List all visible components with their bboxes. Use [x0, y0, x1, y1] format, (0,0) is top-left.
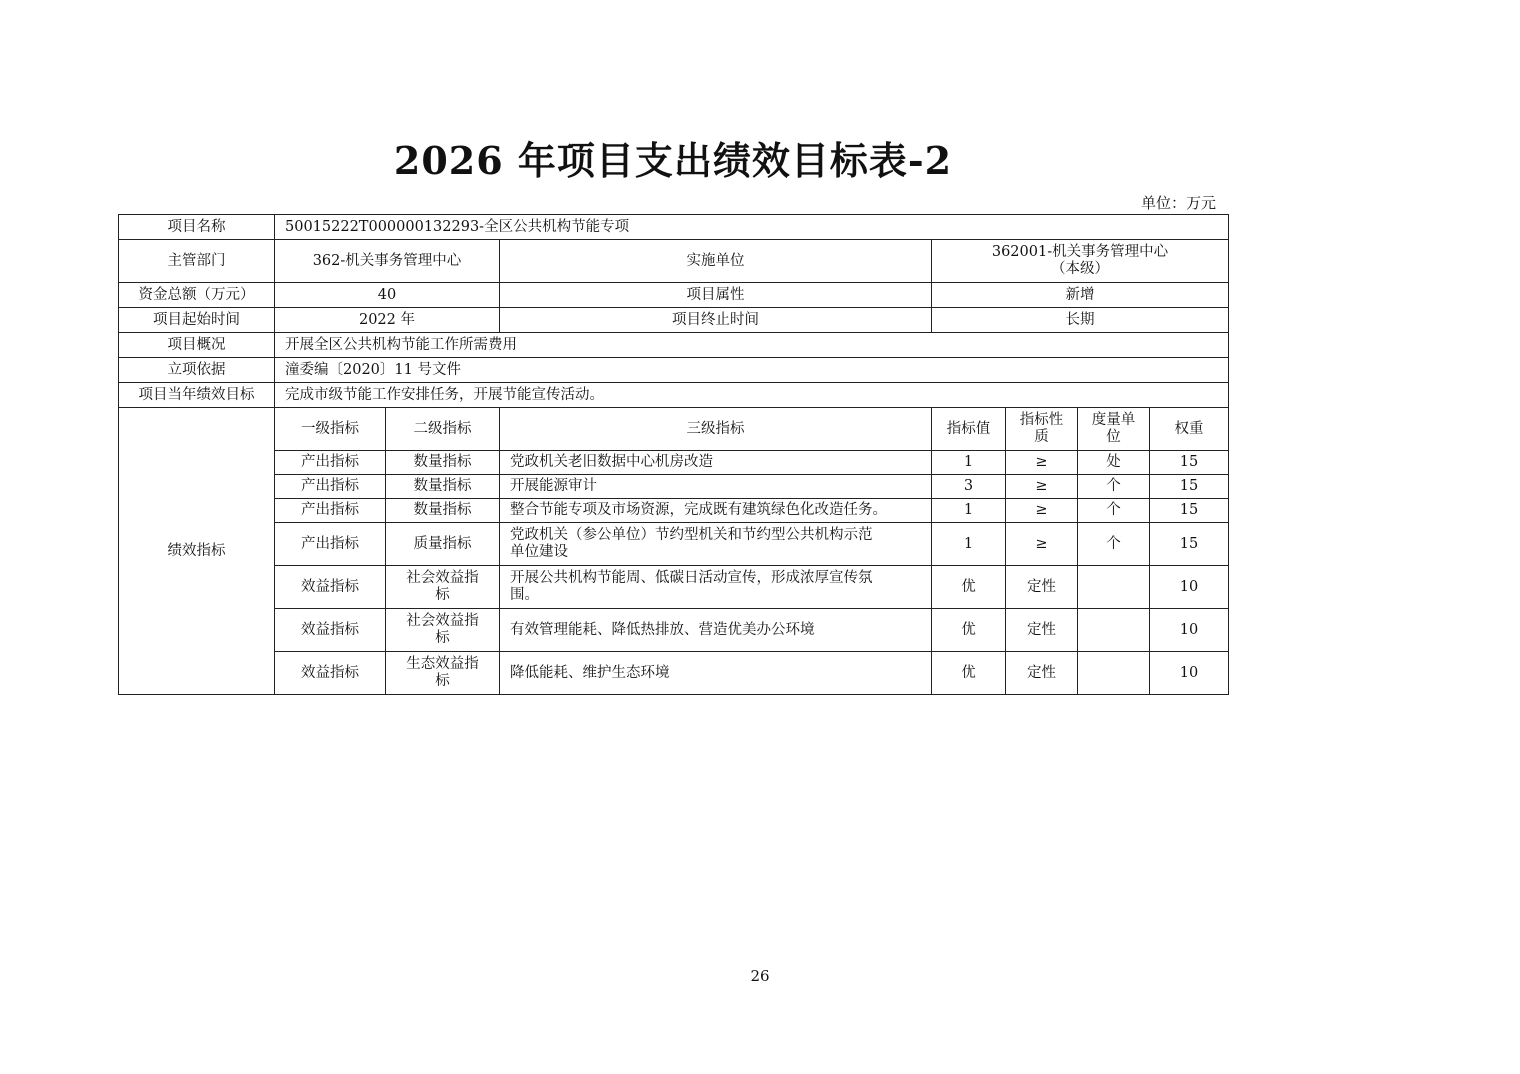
- row-funds: [119, 283, 1229, 308]
- weight-cell: 15: [1150, 475, 1229, 499]
- attr-label: 项目属性: [500, 283, 932, 308]
- header-nature: [1006, 408, 1078, 451]
- level3-cell: [500, 566, 932, 609]
- row-basis: [119, 358, 1229, 383]
- header-unit: [1078, 408, 1150, 451]
- table-row: [119, 499, 1229, 523]
- level3-line2: 单位建设: [510, 544, 568, 560]
- level2-cell: [386, 609, 500, 652]
- table-row: [119, 475, 1229, 499]
- indicator-header-row: [119, 408, 1229, 451]
- value-cell: 1: [932, 451, 1006, 475]
- weight-cell: 15: [1150, 499, 1229, 523]
- level2-line1: 社会效益指: [406, 613, 479, 629]
- level1-cell: 产出指标: [275, 451, 386, 475]
- level2-line2: 标: [435, 587, 450, 603]
- indicators-section-label: 绩效指标: [119, 408, 275, 695]
- level1-cell: 产出指标: [275, 523, 386, 566]
- table-row: [119, 609, 1229, 652]
- value-cell: 优: [932, 566, 1006, 609]
- table-row: [119, 523, 1229, 566]
- row-overview: [119, 333, 1229, 358]
- level1-cell: 效益指标: [275, 566, 386, 609]
- overview-value: 开展全区公共机构节能工作所需费用: [275, 333, 1229, 358]
- header-nature-line1: 指标性: [1019, 412, 1064, 428]
- table-row: [119, 451, 1229, 475]
- level3-cell: 整合节能专项及市场资源，完成既有建筑绿色化改造任务。: [500, 499, 932, 523]
- level1-cell: 产出指标: [275, 499, 386, 523]
- header-level2: 二级指标: [386, 408, 500, 451]
- level3-cell: [500, 523, 932, 566]
- nature-cell: ≥: [1006, 451, 1078, 475]
- page-title: 2026 年项目支出绩效目标表-2: [393, 138, 953, 183]
- level3-line1: 党政机关（参公单位）节约型机关和节约型公共机构示范: [510, 527, 873, 543]
- row-period: [119, 308, 1229, 333]
- value-cell: 优: [932, 652, 1006, 695]
- impl-value-line2: （本级）: [1051, 261, 1109, 277]
- nature-cell: ≥: [1006, 523, 1078, 566]
- level3-cell: 开展能源审计: [500, 475, 932, 499]
- unit-cell: [1078, 609, 1150, 652]
- table-row: [119, 652, 1229, 695]
- end-label: 项目终止时间: [500, 308, 932, 333]
- level3-cell: 降低能耗、维护生态环境: [500, 652, 932, 695]
- level3-line1: 开展公共机构节能周、低碳日活动宣传，形成浓厚宣传氛: [510, 570, 873, 586]
- level2-cell: [386, 566, 500, 609]
- name-value: 50015222T000000132293-全区公共机构节能专项: [275, 215, 1229, 240]
- header-level1: 一级指标: [275, 408, 386, 451]
- unit-cell: 个: [1078, 499, 1150, 523]
- nature-cell: 定性: [1006, 566, 1078, 609]
- level2-cell: [386, 652, 500, 695]
- nature-cell: 定性: [1006, 609, 1078, 652]
- weight-cell: 10: [1150, 652, 1229, 695]
- value-cell: 3: [932, 475, 1006, 499]
- impl-label: 实施单位: [500, 240, 932, 283]
- unit-label: 单位：万元: [1140, 194, 1216, 212]
- basis-value: 潼委编〔2020〕11 号文件: [275, 358, 1229, 383]
- level2-cell: 数量指标: [386, 475, 500, 499]
- level1-cell: 效益指标: [275, 652, 386, 695]
- weight-cell: 10: [1150, 566, 1229, 609]
- header-value: 指标值: [932, 408, 1006, 451]
- level3-cell: 有效管理能耗、降低热排放、营造优美办公环境: [500, 609, 932, 652]
- level2-cell: 数量指标: [386, 451, 500, 475]
- nature-cell: ≥: [1006, 499, 1078, 523]
- name-label: 项目名称: [119, 215, 275, 240]
- dept-label: 主管部门: [119, 240, 275, 283]
- unit-cell: [1078, 652, 1150, 695]
- overview-label: 项目概况: [119, 333, 275, 358]
- level2-cell: 质量指标: [386, 523, 500, 566]
- goal-value: 完成市级节能工作安排任务，开展节能宣传活动。: [275, 383, 1229, 408]
- end-value: 长期: [932, 308, 1229, 333]
- value-cell: 1: [932, 523, 1006, 566]
- row-project-name: [119, 215, 1229, 240]
- unit-cell: 个: [1078, 475, 1150, 499]
- basis-label: 立项依据: [119, 358, 275, 383]
- funds-value: 40: [275, 283, 500, 308]
- header-weight: 权重: [1150, 408, 1229, 451]
- goal-label: 项目当年绩效目标: [119, 383, 275, 408]
- impl-value: [932, 240, 1229, 283]
- header-level3: 三级指标: [500, 408, 932, 451]
- nature-cell: 定性: [1006, 652, 1078, 695]
- attr-value: 新增: [932, 283, 1229, 308]
- header-nature-line2: 质: [1034, 429, 1049, 445]
- unit-cell: [1078, 566, 1150, 609]
- level2-line1: 生态效益指: [406, 656, 479, 672]
- table-row: [119, 566, 1229, 609]
- row-goal: [119, 383, 1229, 408]
- weight-cell: 15: [1150, 523, 1229, 566]
- level3-line2: 围。: [510, 587, 539, 603]
- level2-line2: 标: [435, 673, 450, 689]
- row-department: [119, 240, 1229, 283]
- unit-cell: 个: [1078, 523, 1150, 566]
- page-number: 26: [750, 967, 770, 985]
- level2-line2: 标: [435, 630, 450, 646]
- value-cell: 1: [932, 499, 1006, 523]
- level1-cell: 效益指标: [275, 609, 386, 652]
- level2-line1: 社会效益指: [406, 570, 479, 586]
- level2-cell: 数量指标: [386, 499, 500, 523]
- weight-cell: 10: [1150, 609, 1229, 652]
- weight-cell: 15: [1150, 451, 1229, 475]
- start-label: 项目起始时间: [119, 308, 275, 333]
- impl-value-line1: 362001-机关事务管理中心: [991, 244, 1169, 260]
- value-cell: 优: [932, 609, 1006, 652]
- level3-cell: 党政机关老旧数据中心机房改造: [500, 451, 932, 475]
- header-unit-line1: 度量单: [1091, 412, 1136, 428]
- level1-cell: 产出指标: [275, 475, 386, 499]
- performance-table: [118, 214, 1229, 695]
- funds-label: 资金总额（万元）: [119, 283, 275, 308]
- nature-cell: ≥: [1006, 475, 1078, 499]
- unit-cell: 处: [1078, 451, 1150, 475]
- dept-value: 362-机关事务管理中心: [275, 240, 500, 283]
- start-value: 2022 年: [275, 308, 500, 333]
- header-unit-line2: 位: [1106, 429, 1121, 445]
